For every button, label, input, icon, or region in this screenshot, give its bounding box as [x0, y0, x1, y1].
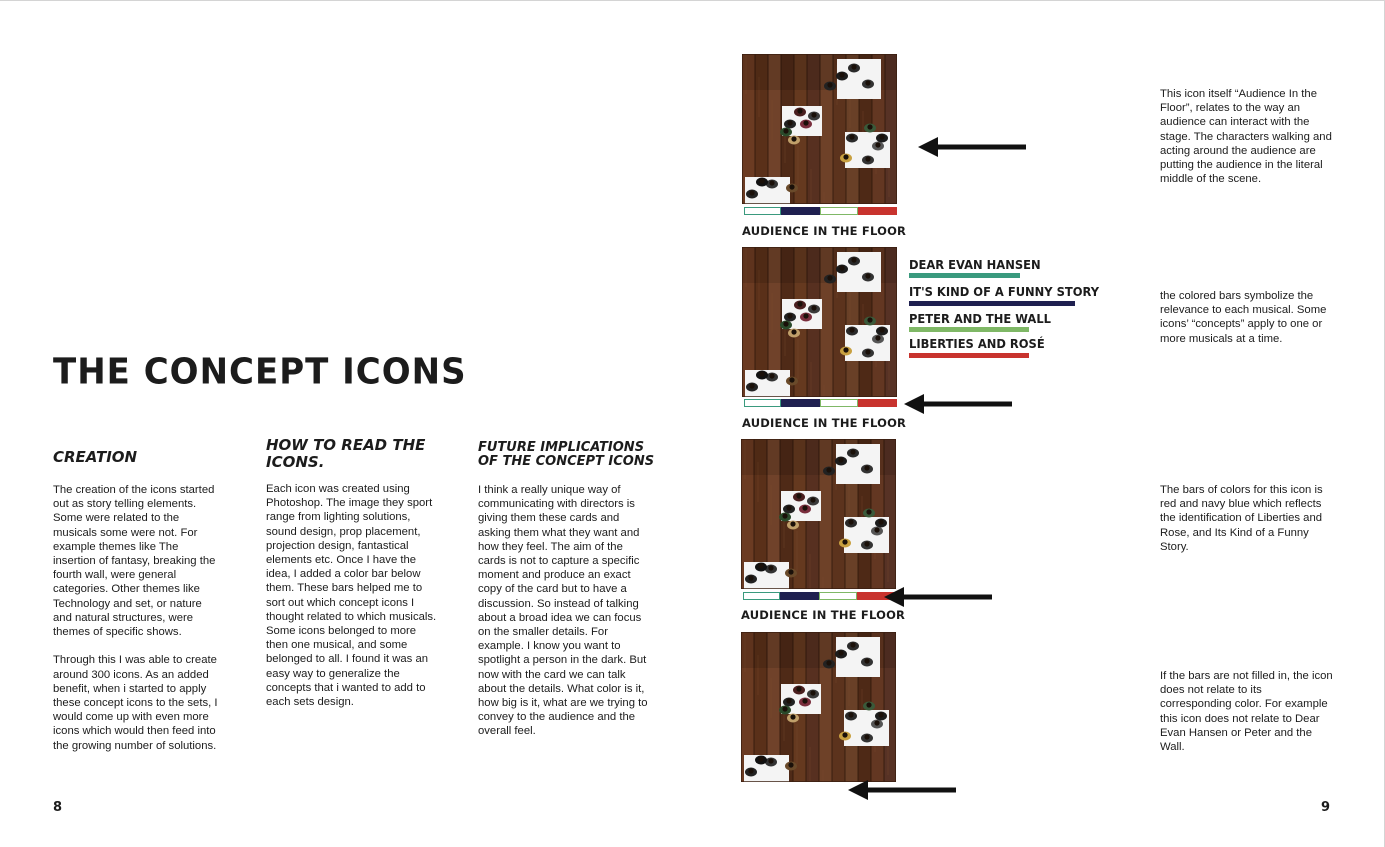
- icon-caption: AUDIENCE IN THE FLOOR: [742, 416, 907, 430]
- concept-icon-card: [742, 247, 897, 397]
- note-red-navy: The bars of colors for this icon is red and navy blue which reflects the identification of Liberties and Rose, and Its Kind of a Funny Story.: [1160, 484, 1323, 553]
- concept-icon-card: [742, 54, 897, 204]
- note-colored-bars: the colored bars symbolize the relevance to each musical. Some icons’ “concepts” apply to one or more musicals at a time.: [1160, 290, 1327, 345]
- legend-label-peter-and-the-wall: PETER AND THE WALL: [909, 311, 1051, 326]
- arrow-left-icon: [884, 587, 994, 607]
- future-implications-body: I think a really unique way of communicating with directors is giving them these cards and asking them what they want and how they feel. The aim of the cards is not to capture a specific moment and produce an exact copy of the card but to have a discussion. So instead of talking about a broad idea we can focus on the smaller details. For example. I know you want to spotlight a person in the dark. But now with the card we can talk about the details. What color is it, how big is it, what are we trying to convey to the audience and the overall feel.: [478, 484, 648, 738]
- bar-segment-teal: [744, 207, 781, 215]
- bar-segment-navy: [781, 207, 820, 215]
- future-implications-heading-line2: OF THE CONCEPT ICONS: [478, 454, 655, 470]
- bar-segment-green: [820, 207, 858, 215]
- creation-body: The creation of the icons started out as story telling elements. Some were related to the musicals some were not. For example themes like The insertion of fantasy, breaking the fourth wall, were general categories. Other themes like Technology and set, or nature and natural structures, were themes of specific shows. Through this I was able to create around 300 icons. As an added benefit, when i started to apply these concept icons to the sets, I would come up with even more icons which would then feed into the growing number of solutions.: [53, 484, 218, 752]
- arrow-left-icon: [848, 780, 958, 800]
- stage-floor-image: [741, 439, 896, 589]
- arrow-left-icon: [904, 394, 1014, 414]
- note-empty-bars: If the bars are not filled in, the icon does not relate to its corresponding color. For example this icon does not relate to Dear Evan Hansen or Peter and the Wall.: [1160, 670, 1333, 754]
- how-to-read-heading: [266, 437, 425, 470]
- icon-caption: AUDIENCE IN THE FLOOR: [741, 608, 906, 622]
- bar-segment-navy: [781, 399, 820, 407]
- icon-caption: AUDIENCE IN THE FLOOR: [742, 224, 907, 238]
- page-number-right: 9: [1321, 800, 1331, 815]
- future-implications-heading-line1: FUTURE IMPLICATIONS: [478, 440, 645, 455]
- how-to-read-heading-line1: HOW TO READ THE: [266, 436, 426, 454]
- bar-segment-red: [858, 399, 897, 407]
- bar-segment-teal: [744, 399, 781, 407]
- arrow-left-icon: [918, 137, 1028, 157]
- page-title: THE CONCEPT ICONS: [53, 351, 467, 393]
- bar-segment-green: [820, 399, 858, 407]
- concept-icon-card: [741, 439, 896, 589]
- note-audience-in-floor: This icon itself “Audience In the Floor”, relates to the way an audience can interact with the stage. The characters walking and acting around the audience are putting the audience in the literal middle of the scene.: [1160, 88, 1332, 186]
- legend-bar-navy: [909, 301, 1075, 306]
- bar-segment-green: [819, 592, 857, 600]
- musical-color-bar: [743, 592, 896, 600]
- legend-bar-green: [909, 327, 1029, 332]
- page-number-left: 8: [53, 800, 63, 815]
- legend-bar-teal: [909, 273, 1020, 278]
- bar-segment-teal: [743, 592, 780, 600]
- how-to-read-heading-line2: ICONS.: [266, 452, 325, 471]
- legend-label-funny-story: IT'S KIND OF A FUNNY STORY: [909, 284, 1100, 299]
- musical-color-bar: [744, 207, 897, 215]
- stage-floor-image: [742, 247, 897, 397]
- stage-floor-image: [741, 632, 896, 782]
- legend-label-dear-evan-hansen: DEAR EVAN HANSEN: [909, 257, 1041, 272]
- musical-color-bar: [744, 399, 897, 407]
- future-implications-heading: [478, 441, 654, 470]
- concept-icon-card: [741, 632, 896, 782]
- bar-segment-navy: [780, 592, 819, 600]
- stage-floor-image: [742, 54, 897, 204]
- bar-segment-red: [858, 207, 897, 215]
- legend-bar-red: [909, 353, 1029, 358]
- legend-label-liberties-and-rose: LIBERTIES AND ROSÉ: [909, 336, 1045, 351]
- how-to-read-body: Each icon was created using Photoshop. The image they sport range from lighting solutions, sound design, prop placement, projection design, fantastical elements etc. Once I have the idea, I added a color bar below them. These bars helped me to sort out which concept icons I thought related to which musicals. Some icons belonged to more then one musical, and some belonged to all. I found it was an easy way to generalize the concepts that i wanted to add to each sets design.: [266, 483, 437, 709]
- creation-heading: CREATION: [53, 448, 138, 466]
